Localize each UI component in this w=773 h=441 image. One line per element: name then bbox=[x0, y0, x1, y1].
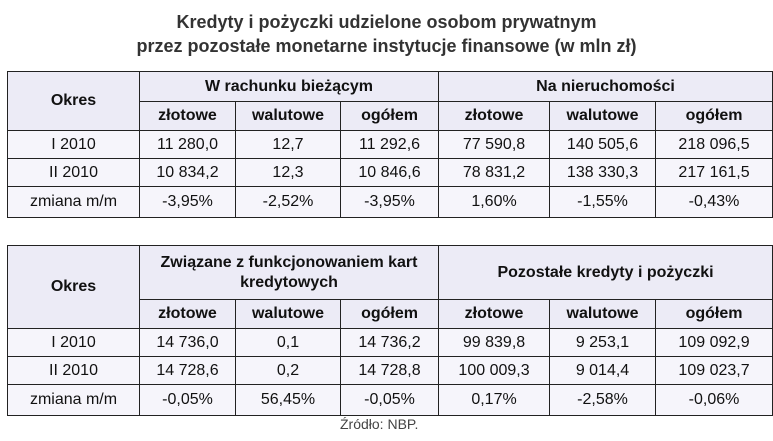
table-cell: -3,95% bbox=[140, 187, 236, 218]
period-header: Okres bbox=[8, 246, 140, 329]
table-row bbox=[8, 159, 773, 187]
table-cell: 99 839,8 bbox=[439, 329, 550, 357]
table-cell: 9 253,1 bbox=[550, 329, 656, 357]
table-cell: 14 736,2 bbox=[341, 329, 439, 357]
table-cell: 138 330,3 bbox=[550, 159, 656, 187]
column-header: walutowe bbox=[236, 102, 341, 131]
table-cell: 9 014,4 bbox=[550, 357, 656, 385]
table-row bbox=[8, 329, 773, 357]
row-label: zmiana m/m bbox=[8, 187, 140, 218]
table-cell: 78 831,2 bbox=[439, 159, 550, 187]
group-header-1: Związane z funkcjonowaniem kart kredytowych bbox=[140, 246, 439, 300]
table-cell: 14 728,8 bbox=[341, 357, 439, 385]
table-credit-cards-and-other bbox=[7, 245, 773, 416]
table-cell: 1,60% bbox=[439, 187, 550, 218]
table-cell: 140 505,6 bbox=[550, 131, 656, 159]
table-cell: 11 280,0 bbox=[140, 131, 236, 159]
table-cell: 218 096,5 bbox=[656, 131, 773, 159]
table-cell: 100 009,3 bbox=[439, 357, 550, 385]
table-row bbox=[8, 131, 773, 159]
period-header: Okres bbox=[8, 72, 140, 131]
table-row bbox=[8, 187, 773, 218]
column-header: złotowe bbox=[439, 102, 550, 131]
table-cell: 0,2 bbox=[236, 357, 341, 385]
table-cell: 12,3 bbox=[236, 159, 341, 187]
column-header: walutowe bbox=[550, 300, 656, 329]
table-cell: 14 736,0 bbox=[140, 329, 236, 357]
table-cell: 217 161,5 bbox=[656, 159, 773, 187]
table-cell: 11 292,6 bbox=[341, 131, 439, 159]
table-cell: 56,45% bbox=[236, 385, 341, 416]
table-cell: -1,55% bbox=[550, 187, 656, 218]
column-header: walutowe bbox=[236, 300, 341, 329]
row-label: zmiana m/m bbox=[8, 385, 140, 416]
table-cell: 10 846,6 bbox=[341, 159, 439, 187]
table-row bbox=[8, 385, 773, 416]
table-cell: 12,7 bbox=[236, 131, 341, 159]
table-cell: 109 092,9 bbox=[656, 329, 773, 357]
table-cell: 14 728,6 bbox=[140, 357, 236, 385]
column-header: złotowe bbox=[140, 300, 236, 329]
table-cell: -0,05% bbox=[140, 385, 236, 416]
column-header: złotowe bbox=[140, 102, 236, 131]
row-label: II 2010 bbox=[8, 159, 140, 187]
row-label: I 2010 bbox=[8, 131, 140, 159]
title-line-1: Kredyty i pożyczki udzielone osobom prywatnym bbox=[176, 12, 597, 32]
column-header: ogółem bbox=[341, 102, 439, 131]
table-cell: -0,43% bbox=[656, 187, 773, 218]
column-header: złotowe bbox=[439, 300, 550, 329]
group-header-2: Pozostałe kredyty i pożyczki bbox=[439, 246, 773, 300]
column-header: ogółem bbox=[656, 300, 773, 329]
table-row bbox=[8, 357, 773, 385]
column-header: walutowe bbox=[550, 102, 656, 131]
table-cell: -0,05% bbox=[341, 385, 439, 416]
column-header: ogółem bbox=[656, 102, 773, 131]
table-cell: 77 590,8 bbox=[439, 131, 550, 159]
table-cell: 10 834,2 bbox=[140, 159, 236, 187]
table-cell: 109 023,7 bbox=[656, 357, 773, 385]
table-cell: 0,17% bbox=[439, 385, 550, 416]
table-cell: -0,06% bbox=[656, 385, 773, 416]
row-label: II 2010 bbox=[8, 357, 140, 385]
title-line-2: przez pozostałe monetarne instytucje finansowe (w mln zł) bbox=[136, 36, 637, 56]
column-header: ogółem bbox=[341, 300, 439, 329]
table-cell: -2,52% bbox=[236, 187, 341, 218]
group-header-2: Na nieruchomości bbox=[439, 72, 773, 102]
document-title bbox=[0, 10, 773, 58]
row-label: I 2010 bbox=[8, 329, 140, 357]
group-header-1: W rachunku bieżącym bbox=[140, 72, 439, 102]
table-cell: -2,58% bbox=[550, 385, 656, 416]
source-note: Źródło: NBP. bbox=[340, 416, 419, 432]
table-current-account-and-mortgage bbox=[7, 71, 773, 218]
table-cell: 0,1 bbox=[236, 329, 341, 357]
table-cell: -3,95% bbox=[341, 187, 439, 218]
